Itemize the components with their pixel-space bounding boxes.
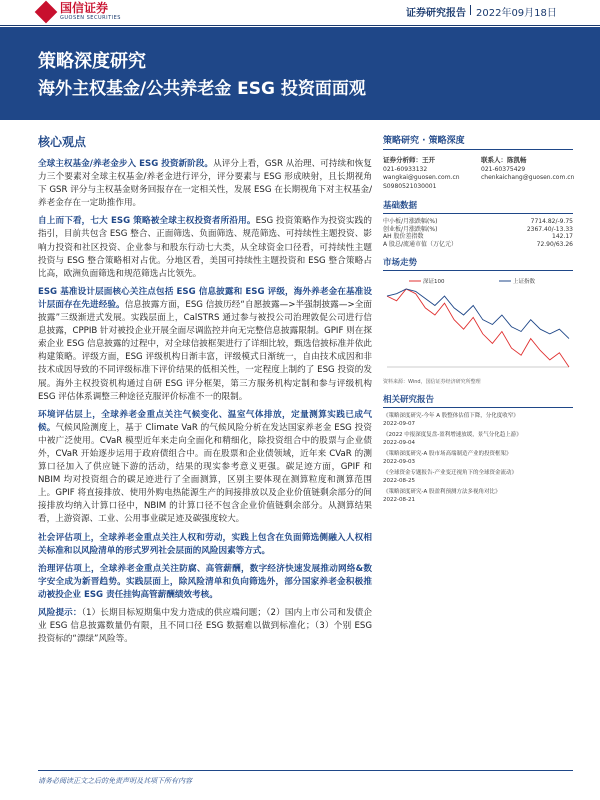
logo-cn-text: 国信证券 xyxy=(60,1,109,15)
analyst-2-phone: 021-60375429 xyxy=(481,165,526,173)
related-reports-list xyxy=(383,412,573,504)
chart-source: 资料来源：Wind，国信证券经济研究所整理 xyxy=(383,379,481,386)
core-paragraph xyxy=(38,607,372,646)
related-report-link[interactable]: 《2022 中报深度复盘-盈利增速放缓，景气分化趋上游》 xyxy=(383,432,522,439)
paragraph-highlight: 风险提示： xyxy=(38,608,82,618)
basic-data-value: 72.90/63.26 xyxy=(536,240,573,248)
core-paragraph xyxy=(38,286,372,404)
analyst-1-name: 证券分析师：王开 xyxy=(383,156,435,164)
basic-data-row xyxy=(383,218,573,226)
related-report-link[interactable]: 《全球资金专题报告-产业变迁视角下的全球资金流动》 xyxy=(383,470,517,477)
market-trend-heading: 市场走势 xyxy=(383,256,573,271)
paragraph-highlight: 全球主权基金/养老金步入 ESG 投资新阶段。 xyxy=(38,159,214,169)
basic-data-heading: 基础数据 xyxy=(383,199,573,214)
paragraph-highlight: ESG 基准设计层面核心关注点包括 ESG 信息披露和 ESG 评级，海外养老金在基准设计层面存在先进经验。 xyxy=(38,286,372,310)
basic-data-value: 7714.82/-9.75 xyxy=(530,218,573,225)
related-report-date: 2022-09-07 xyxy=(383,421,415,428)
related-report-link[interactable]: 《策略深度研究-A 股市场高端制造产业的投资框架》 xyxy=(383,451,512,458)
header-divider xyxy=(470,5,471,15)
core-paragraph xyxy=(38,563,372,602)
related-report-date: 2022-09-03 xyxy=(383,459,415,466)
paragraph-body: 从评分上看，GSR 从治理、可持续和恢复力三个要素对全球主权基金/养老金进行评分，评分要素与 ESG 形成映射，且长期视角下 GSR 评分与主权基金财务回报存在一定相关性，发展 ESG 在长期视角下对主权基金/养老金存在一定助推作用。 xyxy=(38,159,372,209)
core-views-heading: 核心观点 xyxy=(38,135,87,149)
core-paragraph xyxy=(38,158,372,210)
footer-disclaimer: 请务必阅读正文之后的免责声明及其项下所有内容 xyxy=(38,777,192,785)
page-title: 策略深度研究 xyxy=(38,51,146,72)
chart-series-line-0 xyxy=(387,289,569,367)
sidebar-title: 策略研究 · 策略深度 xyxy=(383,133,573,150)
related-report-date: 2022-08-25 xyxy=(383,478,415,485)
related-report-date: 2022-08-21 xyxy=(383,497,415,504)
basic-data-row xyxy=(383,233,573,241)
company-logo xyxy=(38,2,121,21)
market-trend-chart xyxy=(383,275,573,375)
paragraph-highlight: 环境评估层上，全球养老金重点关注气候变化、温室气体排放，定量测算实践已成气候。 xyxy=(38,409,372,433)
report-date: 2022年09月18日 xyxy=(476,8,557,19)
report-type: 证券研究报告 xyxy=(406,8,466,19)
related-report-link[interactable]: 《策略深度研究-A 股盈利预测方法多视角对比》 xyxy=(383,489,501,496)
paragraph-highlight: 自上而下看，七大 ESG 策略被全球主权投资者所沿用。 xyxy=(38,216,256,227)
paragraph-highlight: 治理评估项上，全球养老金重点关注防腐、高管薪酬，数字经济快速发展推动网络&数字安全成为新晋趋势。实践层面上，除风险清单和负向筛选外，部分国家养老金积极推动被投企业 ESG 责任挂钩高管薪酬绩效考核。 xyxy=(38,563,372,600)
basic-data-table xyxy=(383,218,573,248)
basic-data-key: AH 股价差指数 xyxy=(383,233,424,241)
analyst-1-license: S0980521030001 xyxy=(383,182,437,190)
sidebar xyxy=(383,133,573,507)
chart-series-line-1 xyxy=(387,289,569,339)
core-paragraph xyxy=(38,409,372,527)
analyst-info xyxy=(383,156,573,191)
related-reports-heading: 相关研究报告 xyxy=(383,393,573,408)
basic-data-value: 2367.40/-13.33 xyxy=(526,225,573,233)
basic-data-key: 中小板/月涨跌幅(%) xyxy=(383,218,438,225)
core-paragraph xyxy=(38,532,372,558)
analyst-1-email[interactable]: wangkai@guosen.com.cn xyxy=(383,174,460,181)
analyst-1-phone: 021-60933132 xyxy=(383,165,428,173)
logo-en-text: GUOSEN SECURITIES xyxy=(60,15,121,21)
page-subtitle: 海外主权基金/公共养老金 ESG 投资面面观 xyxy=(38,79,366,99)
related-report-date: 2022-09-04 xyxy=(383,440,415,447)
paragraph-body: 信息披露方面，ESG 信披历经“自愿披露—>半强制披露—>全面披露”三级渐进式发展。实践层面上，CalSTRS 通过参与被投公司治理敦促公司进行信息披露，CPPIB 针对被投企业开展全面尽调监控并向无完整信息披露限制。GPIF 则在探索企业 ESG 信息披露的过程中，对全球信披框架进行了详细比较，甄选信披标准并依此构建策略。评级方面，ESG 评级机构日渐丰富，评级模式日渐统一，自由技术成因和非技术成因导致的不同评级标准下评价结果的低相关性，一定程度上制约了 ESG 投资的发展。海外主权投资机构通过自研 ESG 评分框架，第三方服务机构定制和参与评级机构 ESG 评估体系调整三种途径克服评价标准不一的限制。 xyxy=(38,299,372,402)
core-paragraph xyxy=(38,215,372,280)
logo-mark-icon xyxy=(35,0,58,23)
paragraph-body: ESG 投资策略作为投资实践的指引，目前共包含 ESG 整合、正面筛选、负面筛选、规范筛选、可持续性主题投资、影响力投资和社区投资、企业参与和股东行动七大类，从全球资金口径看，可持续性主题投资与 ESG 整合策略相对占优。分地区看，美国可持续性主题投资和 ESG 整合策略占比高，欧洲负面筛选和规范筛选占比领先。 xyxy=(38,216,372,279)
footer-divider xyxy=(38,770,573,771)
basic-data-key: A 股总/流通市值（万亿元） xyxy=(383,240,458,248)
top-bar xyxy=(0,0,600,26)
related-report-link[interactable]: 《策略深度研究-今年 A 股整体估值下降，分化度收窄》 xyxy=(383,413,519,420)
basic-data-value: 142.17 xyxy=(552,233,573,241)
core-views-section xyxy=(38,133,372,651)
basic-data-row xyxy=(383,241,573,249)
paragraph-highlight: 社会评估项上，全球养老金重点关注人权和劳动，实践上包含在负面筛选侧融入人权相关标准和以风险清单的形式罗列社会层面的风险因素等方式。 xyxy=(38,532,372,556)
analyst-2-name: 联系人：陈凯畅 xyxy=(481,156,527,164)
chart-legend-label-1: 上证指数 xyxy=(513,279,536,286)
basic-data-key: 创业板/月涨跌幅(%) xyxy=(383,225,438,233)
analyst-2-email[interactable]: chenkaichang@guosen.com.cn xyxy=(481,174,575,181)
chart-legend-label-0: 深证100 xyxy=(423,279,445,286)
paragraph-body: 气候风险测度上，基于 Climate VaR 的气候风险分析在发达国家养老金 ESG 投资中被广泛使用。CVaR 模型近年来走向全面化和精细化，除投资组合中的股票与企业债外，CVaR 开始逐步运用于政府债组合中。而在股票和企业债领域，近年来 CVaR 的测算口径加入了供应链下游的活动，结果的现实参考意义更强。碳足迹方面，GPIF 和 NBIM 均对投资组合的碳足迹进行了全面测算，区别主要体现在测算粒度和测算范围上。GPIF 将直接排放、使用外购电热能源生产的间接排放以及企业价值链剩余部分的间接排放均纳入计算口径中，NBIM 的计算口径不包含企业价值链剩余部分。从测算结果看，上游资源、工业、公用事业碳足迹及碳强度较大。 xyxy=(38,422,372,525)
paragraph-body: （1）长期目标短期集中发力造成的供应端问题；（2）国内上市公司和发债企业 ESG 信息披露数量仍有限，且不同口径 ESG 数据难以做到标准化；（3）个别 ESG 投资标的“漂绿”风险等。 xyxy=(38,608,372,645)
